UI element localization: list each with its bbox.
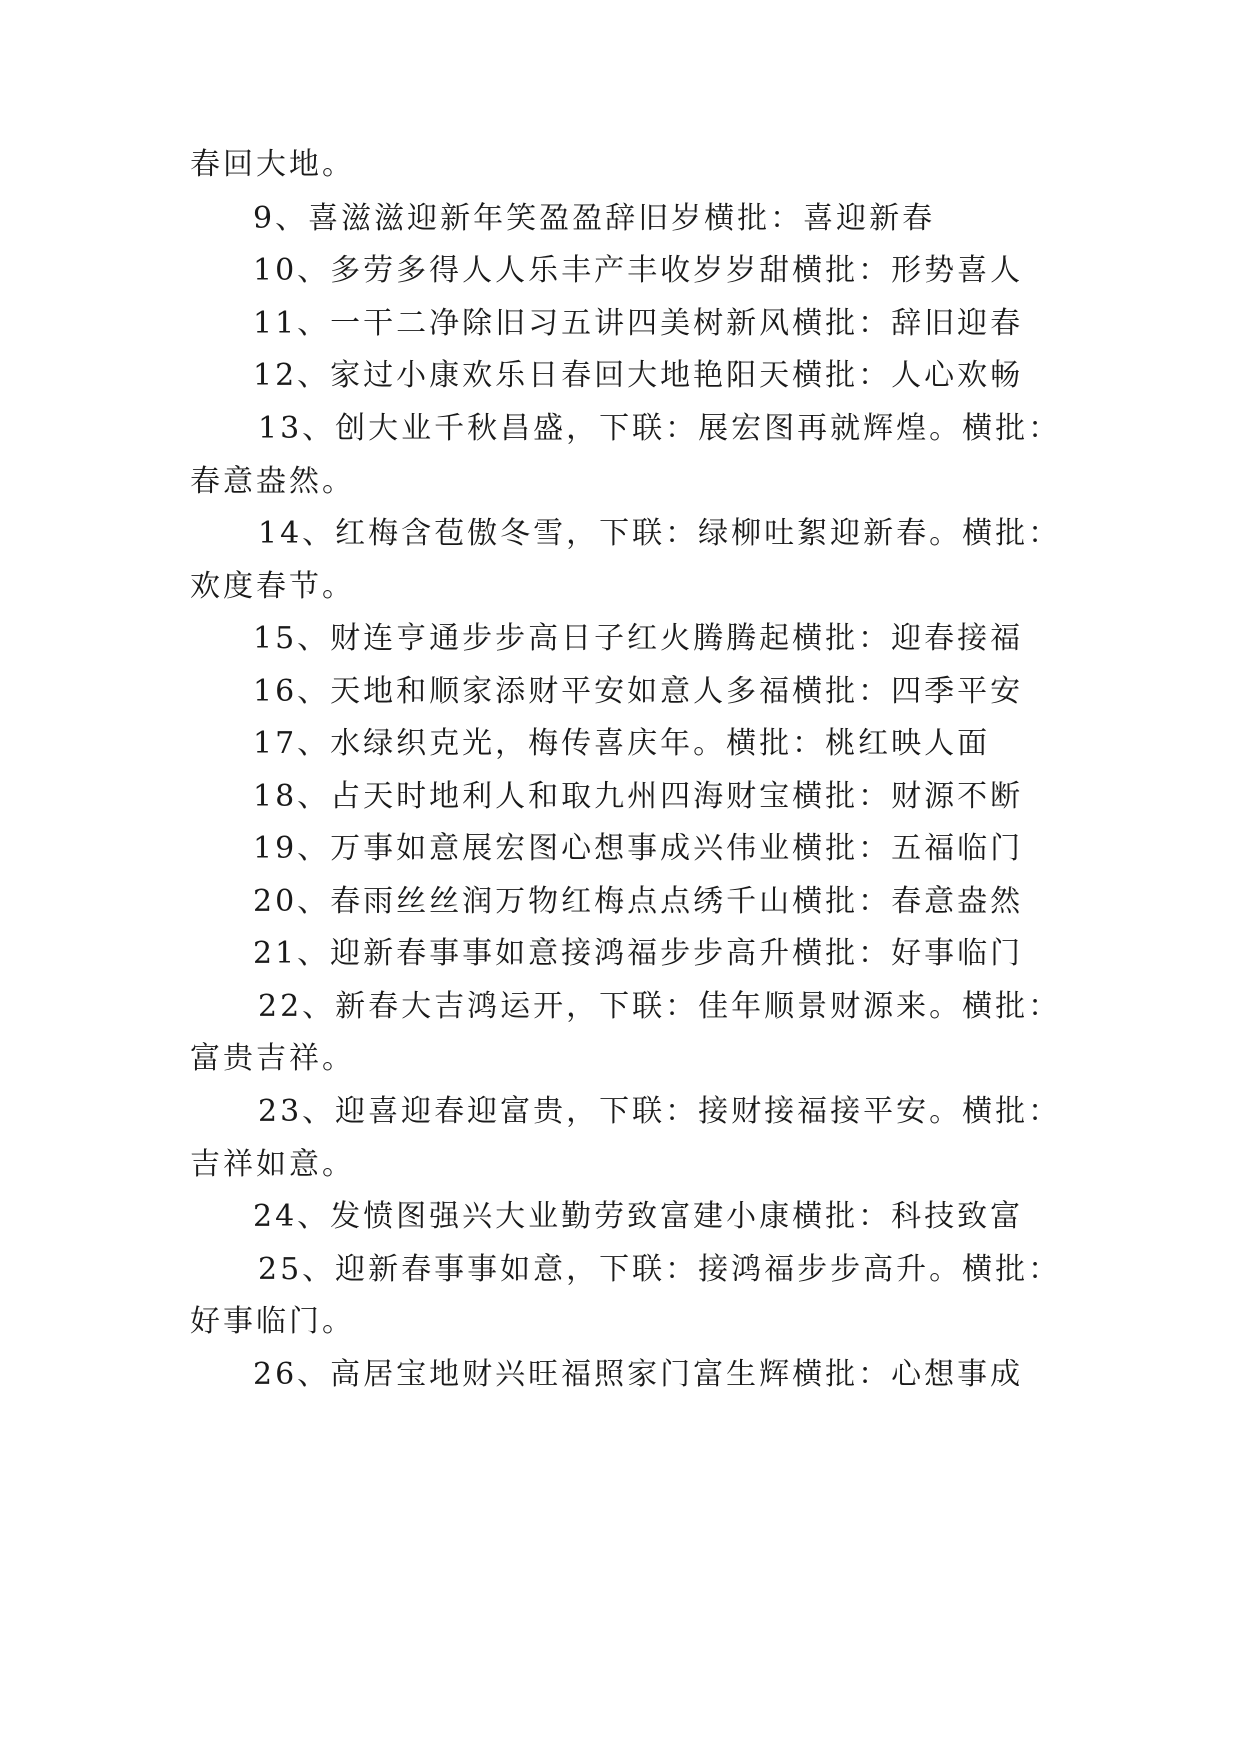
- text-line: 春回大地。: [190, 147, 355, 182]
- text-line: 24、发愤图强兴大业勤劳致富建小康横批：科技致富: [253, 1199, 1024, 1234]
- text-line: 20、春雨丝丝润万物红梅点点绣千山横批：春意盎然: [253, 884, 1024, 919]
- text-line: 11、一干二净除旧习五讲四美树新风横批：辞旧迎春: [253, 306, 1024, 341]
- text-line: 9、喜滋滋迎新年笑盈盈辞旧岁横批：喜迎新春: [253, 201, 936, 236]
- text-line: 18、占天时地利人和取九州四海财宝横批：财源不断: [253, 779, 1024, 814]
- text-line: 26、高居宝地财兴旺福照家门富生辉横批：心想事成: [253, 1357, 1024, 1392]
- text-line: 吉祥如意。: [190, 1147, 355, 1182]
- text-line: 14、红梅含苞傲冬雪，下联：绿柳吐絮迎新春。横批：: [258, 516, 1062, 551]
- text-line: 22、新春大吉鸿运开，下联：佳年顺景财源来。横批：: [258, 989, 1062, 1024]
- text-line: 富贵吉祥。: [190, 1041, 355, 1076]
- text-line: 25、迎新春事事如意，下联：接鸿福步步高升。横批：: [258, 1252, 1062, 1287]
- text-line: 好事临门。: [190, 1304, 355, 1339]
- text-line: 21、迎新春事事如意接鸿福步步高升横批：好事临门: [253, 936, 1024, 971]
- text-line: 春意盎然。: [190, 464, 355, 499]
- text-line: 13、创大业千秋昌盛，下联：展宏图再就辉煌。横批：: [258, 411, 1062, 446]
- text-line: 10、多劳多得人人乐丰产丰收岁岁甜横批：形势喜人: [253, 253, 1024, 288]
- text-line: 16、天地和顺家添财平安如意人多福横批：四季平安: [253, 674, 1024, 709]
- text-line: 15、财连亨通步步高日子红火腾腾起横批：迎春接福: [253, 621, 1024, 656]
- text-line: 23、迎喜迎春迎富贵，下联：接财接福接平安。横批：: [258, 1094, 1062, 1129]
- text-line: 17、水绿织克光，梅传喜庆年。横批：桃红映人面: [253, 726, 991, 761]
- text-line: 12、家过小康欢乐日春回大地艳阳天横批：人心欢畅: [253, 358, 1024, 393]
- text-line: 欢度春节。: [190, 569, 355, 604]
- text-line: 19、万事如意展宏图心想事成兴伟业横批：五福临门: [253, 831, 1024, 866]
